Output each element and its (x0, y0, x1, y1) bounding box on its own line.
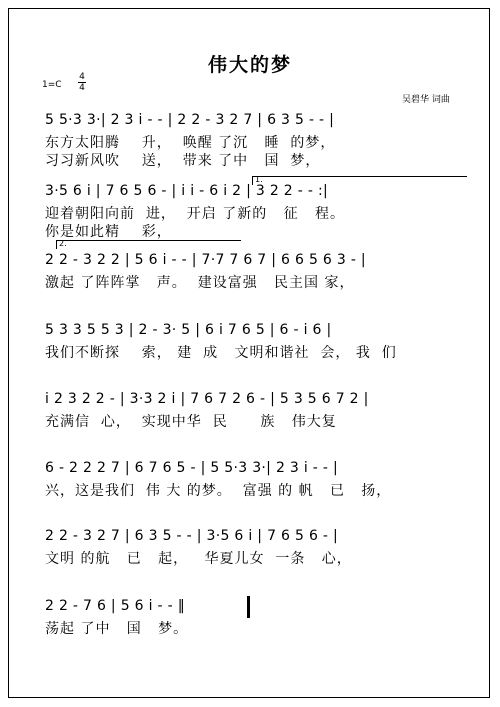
lyric-line-2b: 你是如此精 彩， (45, 224, 172, 240)
meter-numerator: 4 (79, 72, 85, 82)
notes-line-1: 5 5·3 3·| 2 3 i - - | 2 2 - 3 2 7 | 6 3 5 - - | (45, 112, 335, 128)
notes-line-2: 3·5 6 i | 7 6 5 6 - | i i - 6 i 2 | 3 2 2 - - :| (45, 183, 328, 199)
volta-2-label: 2. (59, 239, 67, 248)
notes-line-8: 2 2 - 7 6 | 5 6 i - - ‖ (45, 598, 186, 614)
notes-line-7: 2 2 - 3 2 7 | 6 3 5 - - | 3·5 6 i | 7 6 5 6 - | (45, 528, 339, 544)
notes-line-3: 2 2 - 3 2 2 | 5 6 i - - | 7·7 7 6 7 | 6 6 5 6 3 - | (45, 252, 366, 268)
notes-line-6: 6 - 2 2 2 7 | 6 7 6 5 - | 5 5·3 3·| 2 3 i - - | (45, 460, 339, 476)
volta-1-label: 1. (255, 175, 263, 184)
lyric-line-7: 文明 的航 已 起， 华夏儿女 一条 心， (45, 551, 352, 567)
lyric-line-1b: 习习新风吹 送， 带来 了中 国 梦， (45, 153, 321, 169)
key-signature: 1=C (42, 80, 62, 90)
lyric-line-8: 荡起 了中 国 梦。 (45, 621, 189, 637)
final-barline (247, 596, 250, 618)
song-title: 伟大的梦 (207, 54, 292, 76)
lyric-line-6: 兴，这是我们 伟 大 的梦。 富强 的 帆 已 扬， (45, 483, 392, 499)
volta-2-bracket (56, 240, 241, 249)
lyric-line-5: 充满信 心， 实现中华 民 族 伟大复 (45, 414, 337, 430)
lyric-line-1a: 东方太阳腾 升， 唤醒 了沉 睡 的梦， (45, 135, 336, 151)
notes-line-5: i 2 3 2 2 - | 3·3 2 i | 7 6 7 2 6 - | 5 3 5 6 7 2 | (45, 391, 369, 407)
lyric-line-2a: 迎着朝阳向前 进， 开启 了新的 征 程。 (45, 206, 345, 222)
time-signature (78, 72, 86, 93)
lyric-line-4: 我们不断探 索， 建 成 文明和谐社 会， 我 们 (45, 345, 397, 361)
notes-line-4: 5 3 3 5 5 3 | 2 - 3· 5 | 6 i 7 6 5 | 6 - i 6 | (45, 322, 332, 338)
lyric-line-3: 激起 了阵阵掌 声。 建设富强 民主国 家， (45, 275, 355, 291)
credit: 吴碧华 词曲 (402, 95, 450, 105)
meter-denominator: 4 (79, 83, 85, 93)
